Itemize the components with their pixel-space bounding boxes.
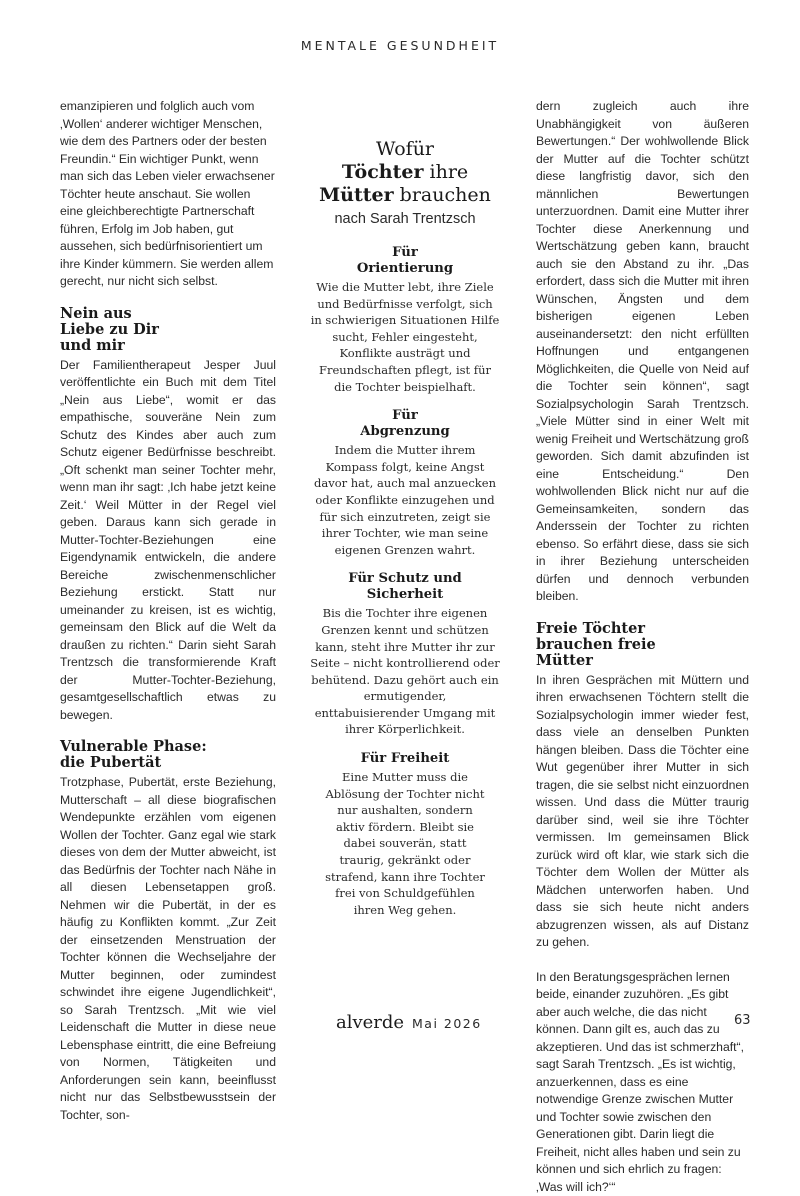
box-section-text: Eine Mutter muss die Ablösung der Tochter nicht nur aushalten, sondern aktiv fördern. Bleibt sie dabei souverän, statt traurig, gekränkt oder strafend, kann ihre Tochter frei von Schuldgefühlen ihren Weg gehen. bbox=[310, 769, 500, 918]
section-kicker: MENTALE GESUNDHEIT bbox=[0, 38, 800, 53]
page-number: 63 bbox=[734, 1013, 751, 1028]
subheading: Vulnerable Phase: die Pubertät bbox=[60, 739, 210, 771]
paragraph: emanzipieren und folglich auch vom ‚Wollen‘ anderer wichtiger Menschen, wie dem des Partners oder der besten Freundin.“ Ein wichtiger Punkt, wenn man sich das Leben vieler erwachsener Töchter heute anschaut. Sie wollen eine gleichberechtigte Partnerschaft führen, Erfolg im Job haben, gut aussehen, sich bedürfnisorientiert um ihre Kinder kümmern. Sie werden allem gerecht, nur nicht sich selbst. bbox=[60, 98, 276, 291]
subheading: Nein aus Liebe zu Dir und mir bbox=[60, 306, 180, 354]
left-column bbox=[60, 98, 276, 1124]
box-section-text: Wie die Mutter lebt, ihre Ziele und Bedürfnisse verfolgt, sich in schwierigen Situationen Hilfe sucht, Fehler eingesteht, Konflikte austrägt und Freundschaften pflegt, ist für die Tochter beispielhaft. bbox=[310, 279, 500, 395]
right-column bbox=[536, 98, 749, 1196]
box-section-text: Bis die Tochter ihre eigenen Grenzen kennt und schützen kann, steht ihre Mutter ihr zur Seite – nicht kontrollierend oder behütend. Dazu gehört auch ein ermutigender, enttabuisierender Umgang mit ihrer Körperlichkeit. bbox=[310, 605, 500, 738]
paragraph: In ihren Gesprächen mit Müttern und ihren erwachsenen Töchtern stellt die Sozialpsychologin immer wieder fest, dass viele an denselben Punkten hängen bleiben. Dass die Töchter eine Wut gegenüber ihrer Mutter in sich tragen, die sie selbst nicht einzuordnen wissen. Und dass die Mütter traurig darüber sind, weil sie ihre Töchter vermissen. Im gemeinsamen Blick zurück wird oft klar, wie stark sich die Töchter dem Wollen der Mütter als Mädchen unterworfen haben. Und dass sie sich heute nicht anders abzugrenzen wissen, als auf Distanz zu gehen. bbox=[536, 672, 749, 952]
box-title: Wofür Töchter ihre Mütter brauchen bbox=[310, 138, 500, 207]
paragraph: Trotzphase, Pubertät, erste Beziehung, Mutterschaft – all diese biografischen Wendepunkte erzählen vom eigenen Wollen der Tochter. Ganz egal wie stark dieses von dem der Mutter abweicht, ist das Bedürfnis der Tochter nach Nähe in all diesen Lebensetappen groß. Nehmen wir die Pubertät, in der es häufig zu Konflikten kommt. „Zur Zeit der einsetzenden Menstruation der Tochter können die Wechseljahre der Mutter beginnen, oder zumindest schwindet ihre eigene Jugendlichkeit“, so Sarah Trentzsch. „Mit wie viel Leidenschaft die Mutter in diese neue Lebensphase eintritt, die eine Befreiung von Normen, Tätigkeiten und Anforderungen sein kann, beeinflusst nicht nur das Selbstbewusstsein der Tochter, son- bbox=[60, 774, 276, 1124]
box-byline: nach Sarah Trentzsch bbox=[310, 211, 500, 227]
box-section-heading: Für Abgrenzung bbox=[350, 408, 460, 440]
box-section-heading: Für Orientierung bbox=[350, 245, 460, 277]
paragraph: dern zugleich auch ihre Unabhängigkeit von äußeren Bewertungen.“ Der wohlwollende Blick der Mutter auf die Tochter schützt diese langfristig davor, sich den männlichen Bewertungen unterzuordnen. Damit eine Mutter ihrer Tochter diese Anerkennung und Wertschätzung geben kann, braucht auch sie den Abstand zu ihr. „Das erfordert, dass sich die Mutter mit ihren Wünschen, Ängsten und dem bisherigen eigenen Leben auseinandersetzt: den nicht erfüllten Hoffnungen und entgangenen Möglichkeiten, die Quelle von Neid auf die Tochter sein können“, sagt Sozialpsychologin Sarah Trentzsch. „Viele Mütter sind in einer Welt mit wenig Freiheit und Wertschätzung groß geworden. Sich damit abzufinden ist eine Entscheidung.“ Den wohlwollenden Blick nicht nur auf die Gemeinsamkeiten, sondern das Anderssein der Tochter zu richten ebenso. So erfährt diese, dass sie sich in ihrer Beziehung unterscheiden dürfen und dennoch verbunden bleiben. bbox=[536, 98, 749, 606]
subheading: Freie Töchter brauchen freie Mütter bbox=[536, 621, 716, 669]
box-section-heading: Für Schutz und Sicherheit bbox=[345, 571, 465, 603]
paragraph: Der Familientherapeut Jesper Juul veröffentlichte ein Buch mit dem Titel „Nein aus Liebe“, womit er das empathische, souveräne Nein zum Schutz des Kindes aber auch zum Schutz eigener Bedürfnisse beschreibt. „Oft schenkt man seiner Tochter mehr, wenn man ihr sagt: ‚Ich habe jetzt keine Zeit.‘ Weil Mütter in der Regel viel geben. Daraus kann sich gerade in Mutter-Tochter-Beziehungen eine Eigendynamik entwickeln, die andere Bereiche zwischenmenschlicher Beziehung erstickt. Statt nur umeinander zu kreisen, ist es wichtig, gemeinsam den Blick auf die Welt da draußen zu richten.“ Darin sieht Sarah Trentzsch die transformierende Kraft der Mutter-Tochter-Beziehung, gesamtgesellschaftlich etwas zu bewegen. bbox=[60, 357, 276, 725]
paragraph: In den Beratungsgesprächen lernen beide, einander zuzuhören. „Es gibt aber auch welche, die das nicht können. Dann gilt es, auch das zu akzeptieren. Und das ist schmerzhaft“, sagt Sarah Trentzsch. „Es ist wichtig, anzuerkennen, dass es eine notwendige Grenze zwischen Mutter und Tochter sowie zwischen den Generationen gibt. Darin liegt die Freiheit, nicht alles haben und sein zu können und sich ehrlich zu fragen: ‚Was will ich?‘“ bbox=[536, 969, 749, 1196]
box-section-heading: Für Freiheit bbox=[310, 751, 500, 767]
box-section-text: Indem die Mutter ihrem Kompass folgt, keine Angst davor hat, auch mal anzuecken oder Konflikte einzugehen und für sich einzutreten, zeigt sie ihrer Tochter, wie man seine eigenen Grenzen wahrt. bbox=[310, 442, 500, 558]
issue-date: Mai 2026 bbox=[412, 1016, 482, 1031]
info-box bbox=[310, 138, 500, 931]
magazine-logo: alverde bbox=[336, 1012, 404, 1033]
